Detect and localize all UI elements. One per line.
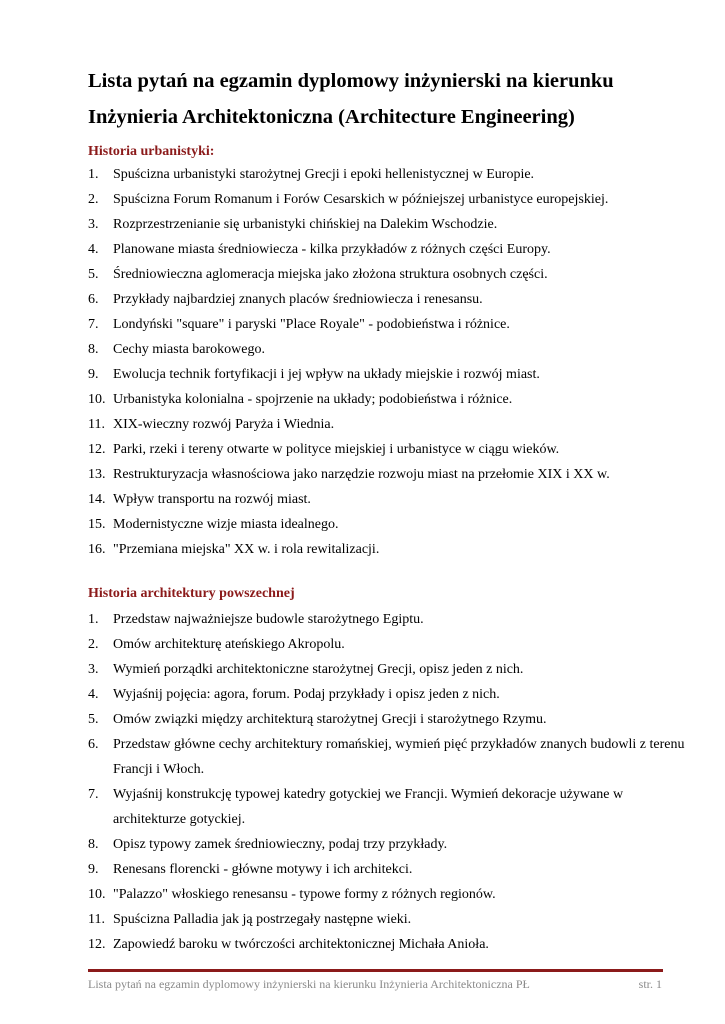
item-text: Omów związki między architekturą starożytnej Grecji i starożytnego Rzymu. xyxy=(113,712,547,727)
item-text: Omów architekturę ateńskiego Akropolu. xyxy=(113,637,345,652)
item-text: Przykłady najbardziej znanych placów średniowiecza i renesansu. xyxy=(113,292,483,307)
item-text: Rozprzestrzenianie się urbanistyki chińskiej na Dalekim Wschodzie. xyxy=(113,217,498,232)
list-item xyxy=(88,932,688,957)
item-number: 6. xyxy=(88,292,99,307)
item-text: Londyński "square" i paryski "Place Royale" - podobieństwa i różnice. xyxy=(113,317,510,332)
item-text: Spuścizna Palladia jak ją postrzegały następne wieki. xyxy=(113,912,412,927)
question-list-urbanistyka xyxy=(88,162,688,562)
item-text: "Przemiana miejska" XX w. i rola rewitalizacji. xyxy=(113,542,380,557)
item-text: Wpływ transportu na rozwój miast. xyxy=(113,492,311,507)
item-text: Przedstaw najważniejsze budowle starożytnego Egiptu. xyxy=(113,612,424,627)
item-text: Cechy miasta barokowego. xyxy=(113,342,266,357)
item-text: Spuścizna Forum Romanum i Forów Cesarskich w późniejszej urbanistyce europejskiej. xyxy=(113,192,609,207)
list-item xyxy=(88,262,688,287)
item-number: 4. xyxy=(88,242,99,257)
item-text: Wyjaśnij pojęcia: agora, forum. Podaj przykłady i opisz jeden z nich. xyxy=(113,687,500,702)
item-text: Zapowiedź baroku w twórczości architektonicznej Michała Anioła. xyxy=(113,937,489,952)
item-number: 3. xyxy=(88,662,99,677)
section-heading-architektura: Historia architektury powszechnej xyxy=(88,586,295,601)
list-item xyxy=(88,632,688,657)
item-number: 12. xyxy=(88,442,106,457)
item-text: Wyjaśnij konstrukcję typowej katedry gotyckiej we Francji. Wymień dekoracje używane w architekturze gotyckiej. xyxy=(113,787,624,827)
item-number: 4. xyxy=(88,687,99,702)
list-item xyxy=(88,657,688,682)
item-text: "Palazzo" włoskiego renesansu - typowe formy z różnych regionów. xyxy=(113,887,496,902)
list-item xyxy=(88,162,688,187)
item-number: 9. xyxy=(88,862,99,877)
list-item xyxy=(88,362,688,387)
list-item xyxy=(88,212,688,237)
item-number: 8. xyxy=(88,342,99,357)
item-text: XIX-wieczny rozwój Paryża i Wiednia. xyxy=(113,417,335,432)
item-number: 10. xyxy=(88,887,106,902)
item-text: Modernistyczne wizje miasta idealnego. xyxy=(113,517,339,532)
list-item xyxy=(88,287,688,312)
document-title: Lista pytań na egzamin dyplomowy inżynierski na kierunku Inżynieria Architektoniczna (Architecture Engineering) xyxy=(88,70,614,128)
item-text: Spuścizna urbanistyki starożytnej Grecji i epoki hellenistycznej w Europie. xyxy=(113,167,535,182)
list-item xyxy=(88,537,688,562)
item-text: Parki, rzeki i tereny otwarte w polityce miejskiej i urbanistyce w ciągu wieków. xyxy=(113,442,560,457)
item-number: 14. xyxy=(88,492,106,507)
item-text: Średniowieczna aglomeracja miejska jako złożona struktura osobnych części. xyxy=(113,267,548,282)
item-text: Ewolucja technik fortyfikacji i jej wpływ na układy miejskie i rozwój miast. xyxy=(113,367,540,382)
item-number: 12. xyxy=(88,937,106,952)
list-item xyxy=(88,412,688,437)
list-item xyxy=(88,437,688,462)
list-item xyxy=(88,782,688,832)
item-text: Urbanistyka kolonialna - spojrzenie na układy; podobieństwa i różnice. xyxy=(113,392,513,407)
list-item xyxy=(88,607,688,632)
item-number: 11. xyxy=(88,417,105,432)
item-number: 7. xyxy=(88,787,99,802)
item-text: Przedstaw główne cechy architektury romańskiej, wymień pięć przykładów znanych budowli z terenu Francji i Włoch. xyxy=(113,737,685,777)
question-list-architektura xyxy=(88,607,688,957)
item-number: 15. xyxy=(88,517,106,532)
item-number: 6. xyxy=(88,737,99,752)
page-number: str. 1 xyxy=(638,977,662,991)
list-item xyxy=(88,907,688,932)
item-number: 5. xyxy=(88,712,99,727)
list-item xyxy=(88,462,688,487)
item-number: 1. xyxy=(88,167,99,182)
item-number: 10. xyxy=(88,392,106,407)
item-text: Planowane miasta średniowiecza - kilka przykładów z różnych części Europy. xyxy=(113,242,551,257)
list-item xyxy=(88,882,688,907)
item-number: 2. xyxy=(88,192,99,207)
item-number: 16. xyxy=(88,542,106,557)
item-number: 9. xyxy=(88,367,99,382)
list-item xyxy=(88,707,688,732)
list-item xyxy=(88,337,688,362)
item-number: 5. xyxy=(88,267,99,282)
item-text: Renesans florencki - główne motywy i ich architekci. xyxy=(113,862,413,877)
list-item xyxy=(88,512,688,537)
list-item xyxy=(88,682,688,707)
item-number: 13. xyxy=(88,467,106,482)
list-item xyxy=(88,857,688,882)
item-number: 1. xyxy=(88,612,99,627)
item-number: 8. xyxy=(88,837,99,852)
footer-divider xyxy=(88,969,663,972)
list-item xyxy=(88,312,688,337)
list-item xyxy=(88,387,688,412)
list-item xyxy=(88,187,688,212)
item-text: Restrukturyzacja własnościowa jako narzędzie rozwoju miast na przełomie XIX i XX w. xyxy=(113,467,610,482)
item-number: 3. xyxy=(88,217,99,232)
item-number: 11. xyxy=(88,912,105,927)
item-text: Wymień porządki architektoniczne starożytnej Grecji, opisz jeden z nich. xyxy=(113,662,524,677)
item-number: 7. xyxy=(88,317,99,332)
footer-title: Lista pytań na egzamin dyplomowy inżynierski na kierunku Inżynieria Architektoniczna PŁ xyxy=(88,977,530,991)
item-number: 2. xyxy=(88,637,99,652)
list-item xyxy=(88,487,688,512)
list-item xyxy=(88,237,688,262)
list-item xyxy=(88,732,688,782)
list-item xyxy=(88,832,688,857)
item-text: Opisz typowy zamek średniowieczny, podaj trzy przykłady. xyxy=(113,837,448,852)
section-heading-urbanistyka: Historia urbanistyki: xyxy=(88,144,215,159)
